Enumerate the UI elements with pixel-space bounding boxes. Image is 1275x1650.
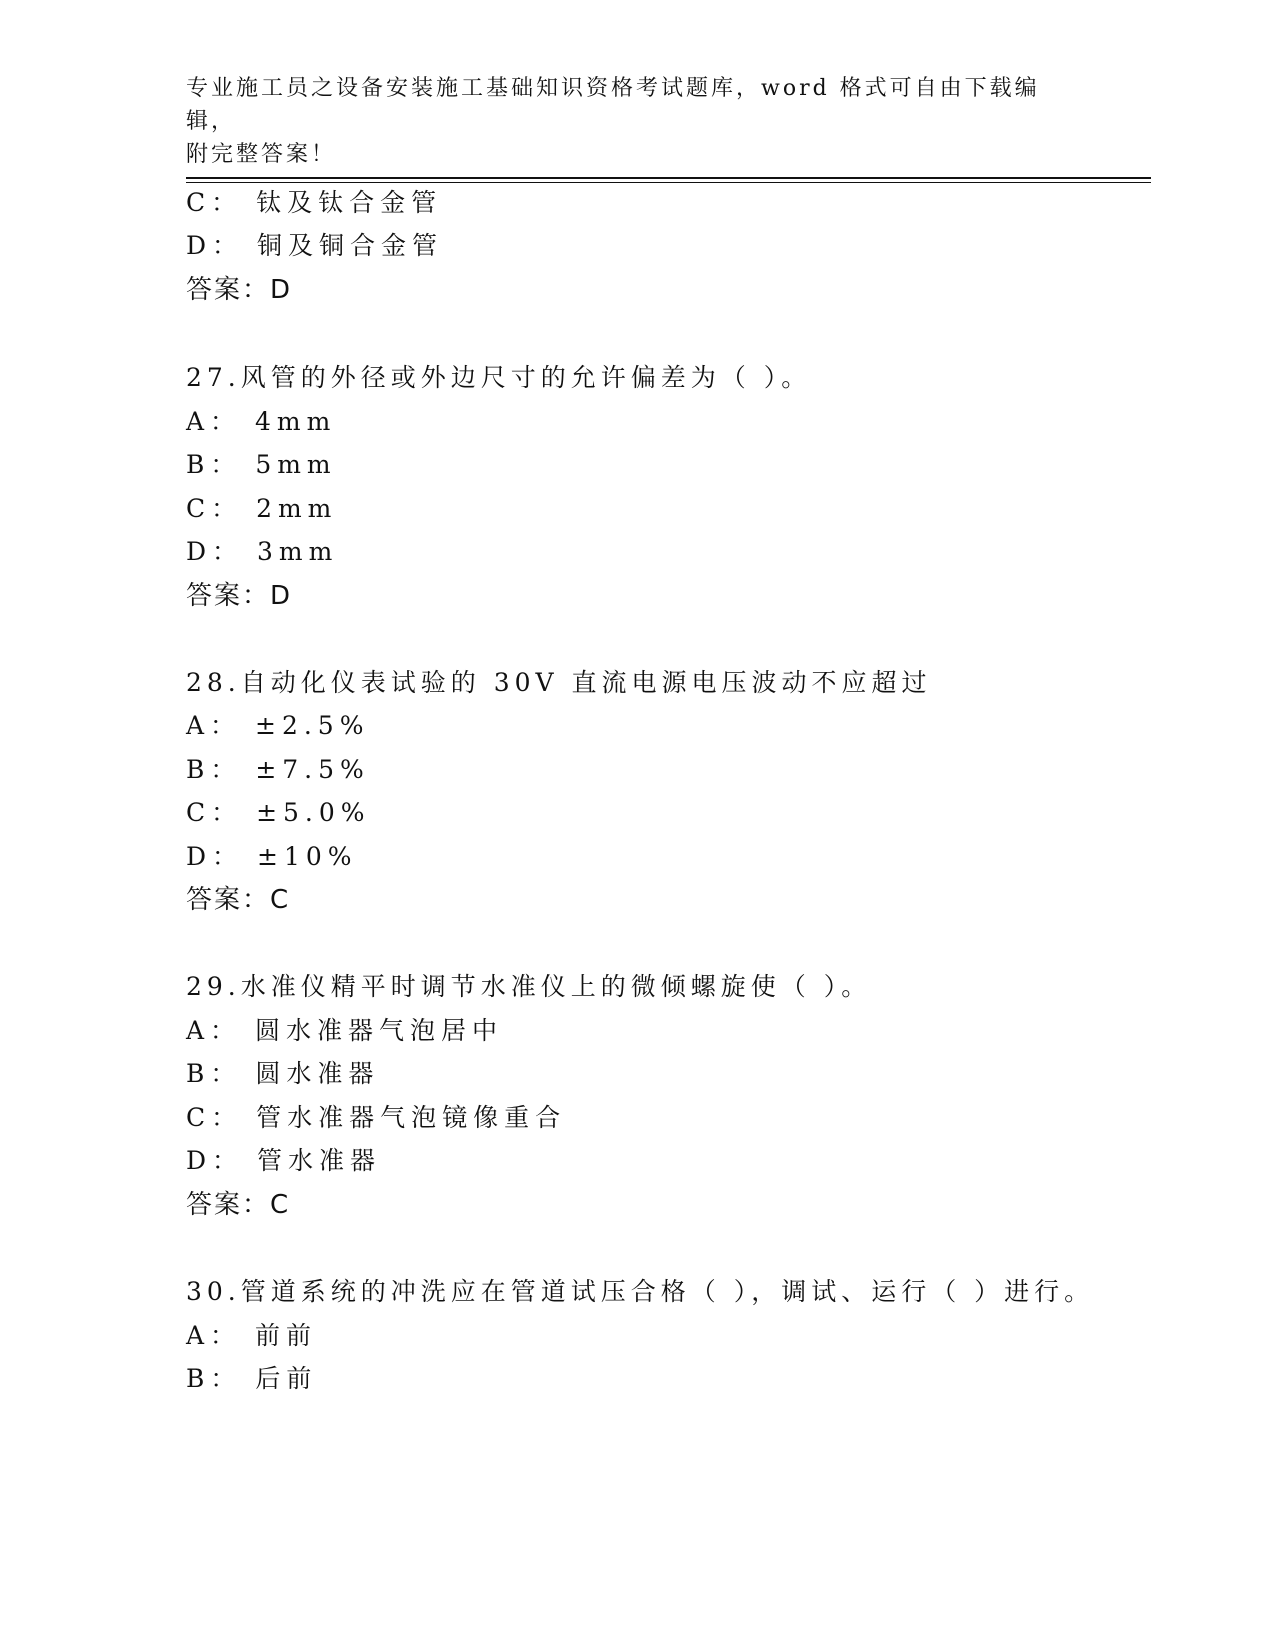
q29-option-c: C： 管水准器气泡镜像重合 <box>186 1103 567 1132</box>
q27-option-a: A： 4mm <box>186 407 337 436</box>
q28-option-b: B： ±7.5% <box>186 755 370 784</box>
q28-question: 28.自动化仪表试验的 30V 直流电源电压波动不应超过 <box>186 668 932 697</box>
q30-question: 30.管道系统的冲洗应在管道试压合格（ ），调试、运行（ ）进行。 <box>186 1277 1095 1306</box>
q30-option-a: A： 前前 <box>186 1321 318 1350</box>
q28-option-a: A： ±2.5% <box>186 711 370 740</box>
q29-question: 29.水准仪精平时调节水准仪上的微倾螺旋使（ ）。 <box>186 972 872 1001</box>
q30-option-b: B： 后前 <box>186 1364 318 1393</box>
document-header <box>186 72 1086 171</box>
q29-answer: 答案：C <box>186 1190 291 1220</box>
q27-question: 27.风管的外径或外边尺寸的允许偏差为（ ）。 <box>186 363 812 392</box>
q29-option-a: A： 圆水准器气泡居中 <box>186 1016 504 1045</box>
q27-option-d: D： 3mm <box>186 537 339 566</box>
q26-option-d: D： 铜及铜合金管 <box>186 231 443 260</box>
q28-option-c: C： ±5.0% <box>186 798 371 827</box>
q26-option-c: C： 钛及钛合金管 <box>186 188 443 217</box>
q28-answer: 答案：C <box>186 885 291 915</box>
header-line-1: 专业施工员之设备安装施工基础知识资格考试题库，word 格式可自由下载编辑， <box>186 76 1040 134</box>
header-divider-thin <box>186 182 1151 183</box>
header-line-2: 附完整答案！ <box>186 142 337 167</box>
q28-option-d: D： ±10% <box>186 842 358 871</box>
q27-option-b: B： 5mm <box>186 450 337 479</box>
q26-answer: 答案：D <box>186 275 293 305</box>
q27-option-c: C： 2mm <box>186 494 338 523</box>
q29-option-b: B： 圆水准器 <box>186 1059 380 1088</box>
q29-option-d: D： 管水准器 <box>186 1146 381 1175</box>
header-divider-thick <box>186 177 1151 179</box>
q27-answer: 答案：D <box>186 581 293 611</box>
